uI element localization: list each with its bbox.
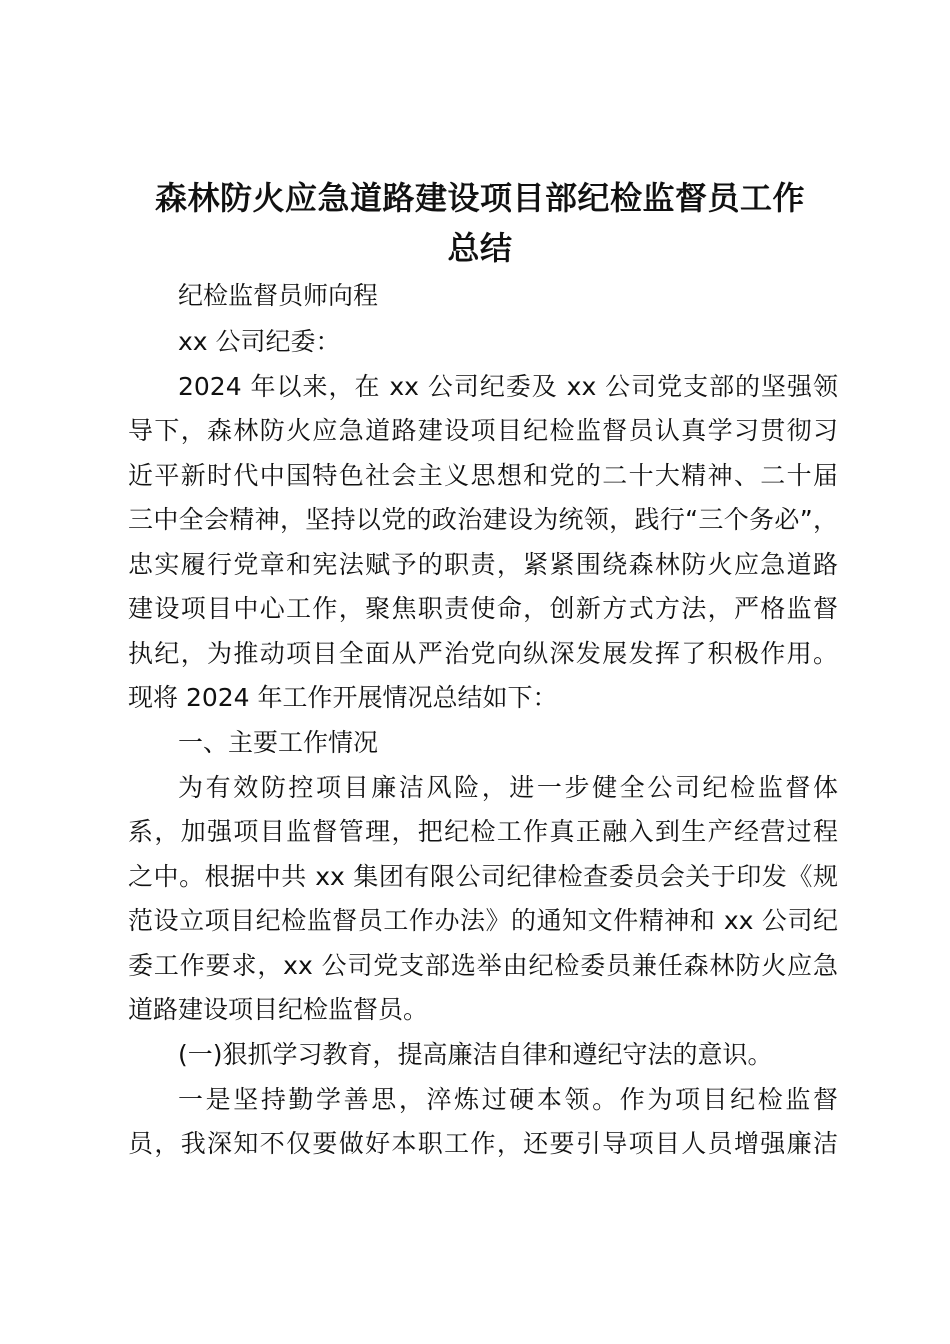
body-line-2: 导下，森林防火应急道路建设项目纪检监督员认真学习贯彻习 xyxy=(128,416,838,445)
body-line-7: 执纪，为推动项目全面从严治党向纵深发展发挥了积极作用。 xyxy=(128,639,838,668)
section-heading-1: 一、主要工作情况 xyxy=(178,728,379,757)
body-line-3: 近平新时代中国特色社会主义思想和党的二十大精神、二十届 xyxy=(128,461,838,490)
subsection-heading-1: (一)狠抓学习教育，提高廉洁自律和遵纪守法的意识。 xyxy=(178,1040,773,1069)
body-line-17: 一是坚持勤学善思，淬炼过硬本领。作为项目纪检监督 xyxy=(178,1085,838,1114)
body-line-5: 忠实履行党章和宪法赋予的职责，紧紧围绕森林防火应急道路 xyxy=(128,550,838,579)
body-line-12: 之中。根据中共 xx 集团有限公司纪律检查委员会关于印发《规 xyxy=(128,862,838,891)
body-line-10: 为有效防控项目廉洁风险，进一步健全公司纪检监督体 xyxy=(178,773,838,802)
body-line-6: 建设项目中心工作，聚焦职责使命，创新方式方法，严格监督 xyxy=(128,594,838,623)
body-line-18: 员，我深知不仅要做好本职工作，还要引导项目人员增强廉洁 xyxy=(128,1129,838,1158)
body-line-15: 道路建设项目纪检监督员。 xyxy=(128,995,429,1024)
salutation: xx 公司纪委： xyxy=(178,327,341,356)
document-title-line-2: 总结 xyxy=(447,229,513,267)
body-line-1: 2024 年以来，在 xx 公司纪委及 xx 公司党支部的坚强领 xyxy=(178,372,838,401)
body-line-14: 委工作要求，xx 公司党支部选举由纪检委员兼任森林防火应急 xyxy=(128,951,838,980)
author-line: 纪检监督员师向程 xyxy=(178,281,379,310)
body-line-13: 范设立项目纪检监督员工作办法》的通知文件精神和 xx 公司纪 xyxy=(128,906,838,935)
body-line-4: 三中全会精神，坚持以党的政治建设为统领，践行“三个务必”， xyxy=(128,505,838,534)
body-line-8: 现将 2024 年工作开展情况总结如下： xyxy=(128,683,558,712)
body-line-11: 系，加强项目监督管理，把纪检工作真正融入到生产经营过程 xyxy=(128,817,838,846)
document-title-line-1: 森林防火应急道路建设项目部纪检监督员工作 xyxy=(154,179,805,217)
